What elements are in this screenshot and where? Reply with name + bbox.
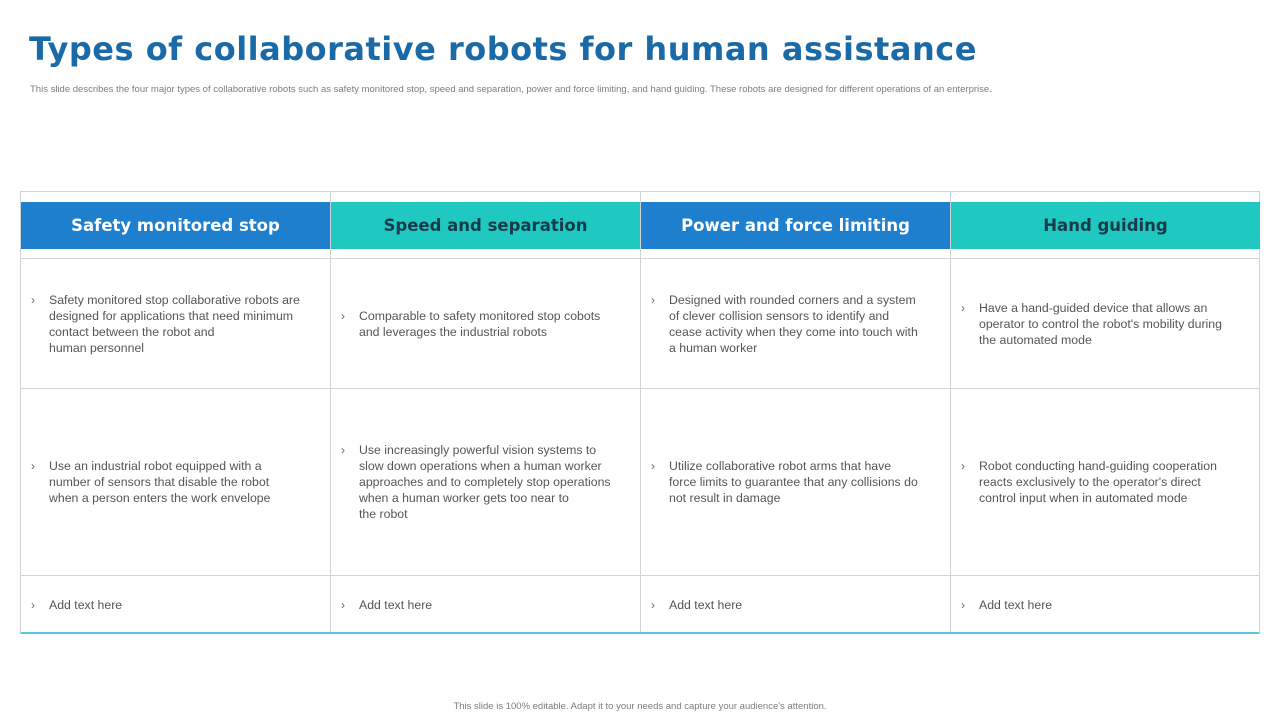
column-header-speed-and-separation: Speed and separation (331, 202, 640, 249)
chevron-right-icon: › (341, 443, 345, 457)
page-subtitle: This slide describes the four major types of collaborative robots such as safety monitored stop, speed and separation, power and force limiting, and hand guiding. These robots are designed for different operations of an enterprise. (30, 84, 992, 95)
chevron-right-icon: › (961, 300, 965, 315)
table-cell (331, 576, 640, 633)
list-item: › Add text here (651, 597, 743, 612)
chevron-right-icon: › (341, 597, 345, 612)
chevron-right-icon: › (31, 597, 35, 612)
table-cell (641, 576, 950, 633)
list-item: › Use increasingly powerful vision systems to slow down operations when a human worker approaches and to completely stop operations when a human worker gets too near to the robot (341, 443, 611, 521)
table-cell (951, 259, 1260, 388)
chevron-right-icon: › (341, 308, 345, 323)
robot-types-table (20, 191, 1260, 634)
table-cell (21, 576, 330, 633)
chevron-right-icon: › (651, 292, 655, 307)
table-cell (951, 389, 1260, 575)
list-item: › Utilize collaborative robot arms that have force limits to guarantee that any collisions do not result in damage (651, 459, 918, 505)
chevron-right-icon: › (961, 597, 965, 612)
table-cell (641, 389, 950, 575)
list-item: › Use an industrial robot equipped with a number of sensors that disable the robot when a person enters the work envelope (31, 459, 271, 505)
page-title: Types of collaborative robots for human assistance (29, 30, 977, 68)
column-header-hand-guiding: Hand guiding (951, 202, 1260, 249)
chevron-right-icon: › (651, 459, 655, 473)
list-item: › Robot conducting hand-guiding cooperation reacts exclusively to the operator's direct control input when in automated mode (961, 459, 1217, 505)
list-item: › Have a hand-guided device that allows an operator to control the robot's mobility during the automated mode (961, 300, 1222, 347)
list-item: › Designed with rounded corners and a system of clever collision sensors to identify and cease activity when they come into touch with a human worker (651, 292, 918, 355)
footer-note: This slide is 100% editable. Adapt it to your needs and capture your audience's attention. (453, 701, 827, 712)
chevron-right-icon: › (31, 292, 35, 307)
table-cell (331, 259, 640, 388)
list-item: › Add text here (31, 597, 123, 612)
table-cell (641, 259, 950, 388)
chevron-right-icon: › (31, 459, 35, 473)
list-item: › Safety monitored stop collaborative robots are designed for applications that need minimum contact between the robot and human personnel (31, 292, 300, 355)
chevron-right-icon: › (961, 459, 965, 473)
list-item: › Add text here (341, 597, 433, 612)
table-cell (21, 259, 330, 388)
table-cell (951, 576, 1260, 633)
list-item: › Comparable to safety monitored stop cobots and leverages the industrial robots (341, 308, 601, 339)
chevron-right-icon: › (651, 597, 655, 612)
table-cell (331, 389, 640, 575)
column-header-power-and-force-limiting: Power and force limiting (641, 202, 950, 249)
table-cell (21, 389, 330, 575)
list-item: › Add text here (961, 597, 1053, 612)
column-header-safety-monitored-stop: Safety monitored stop (21, 202, 330, 249)
